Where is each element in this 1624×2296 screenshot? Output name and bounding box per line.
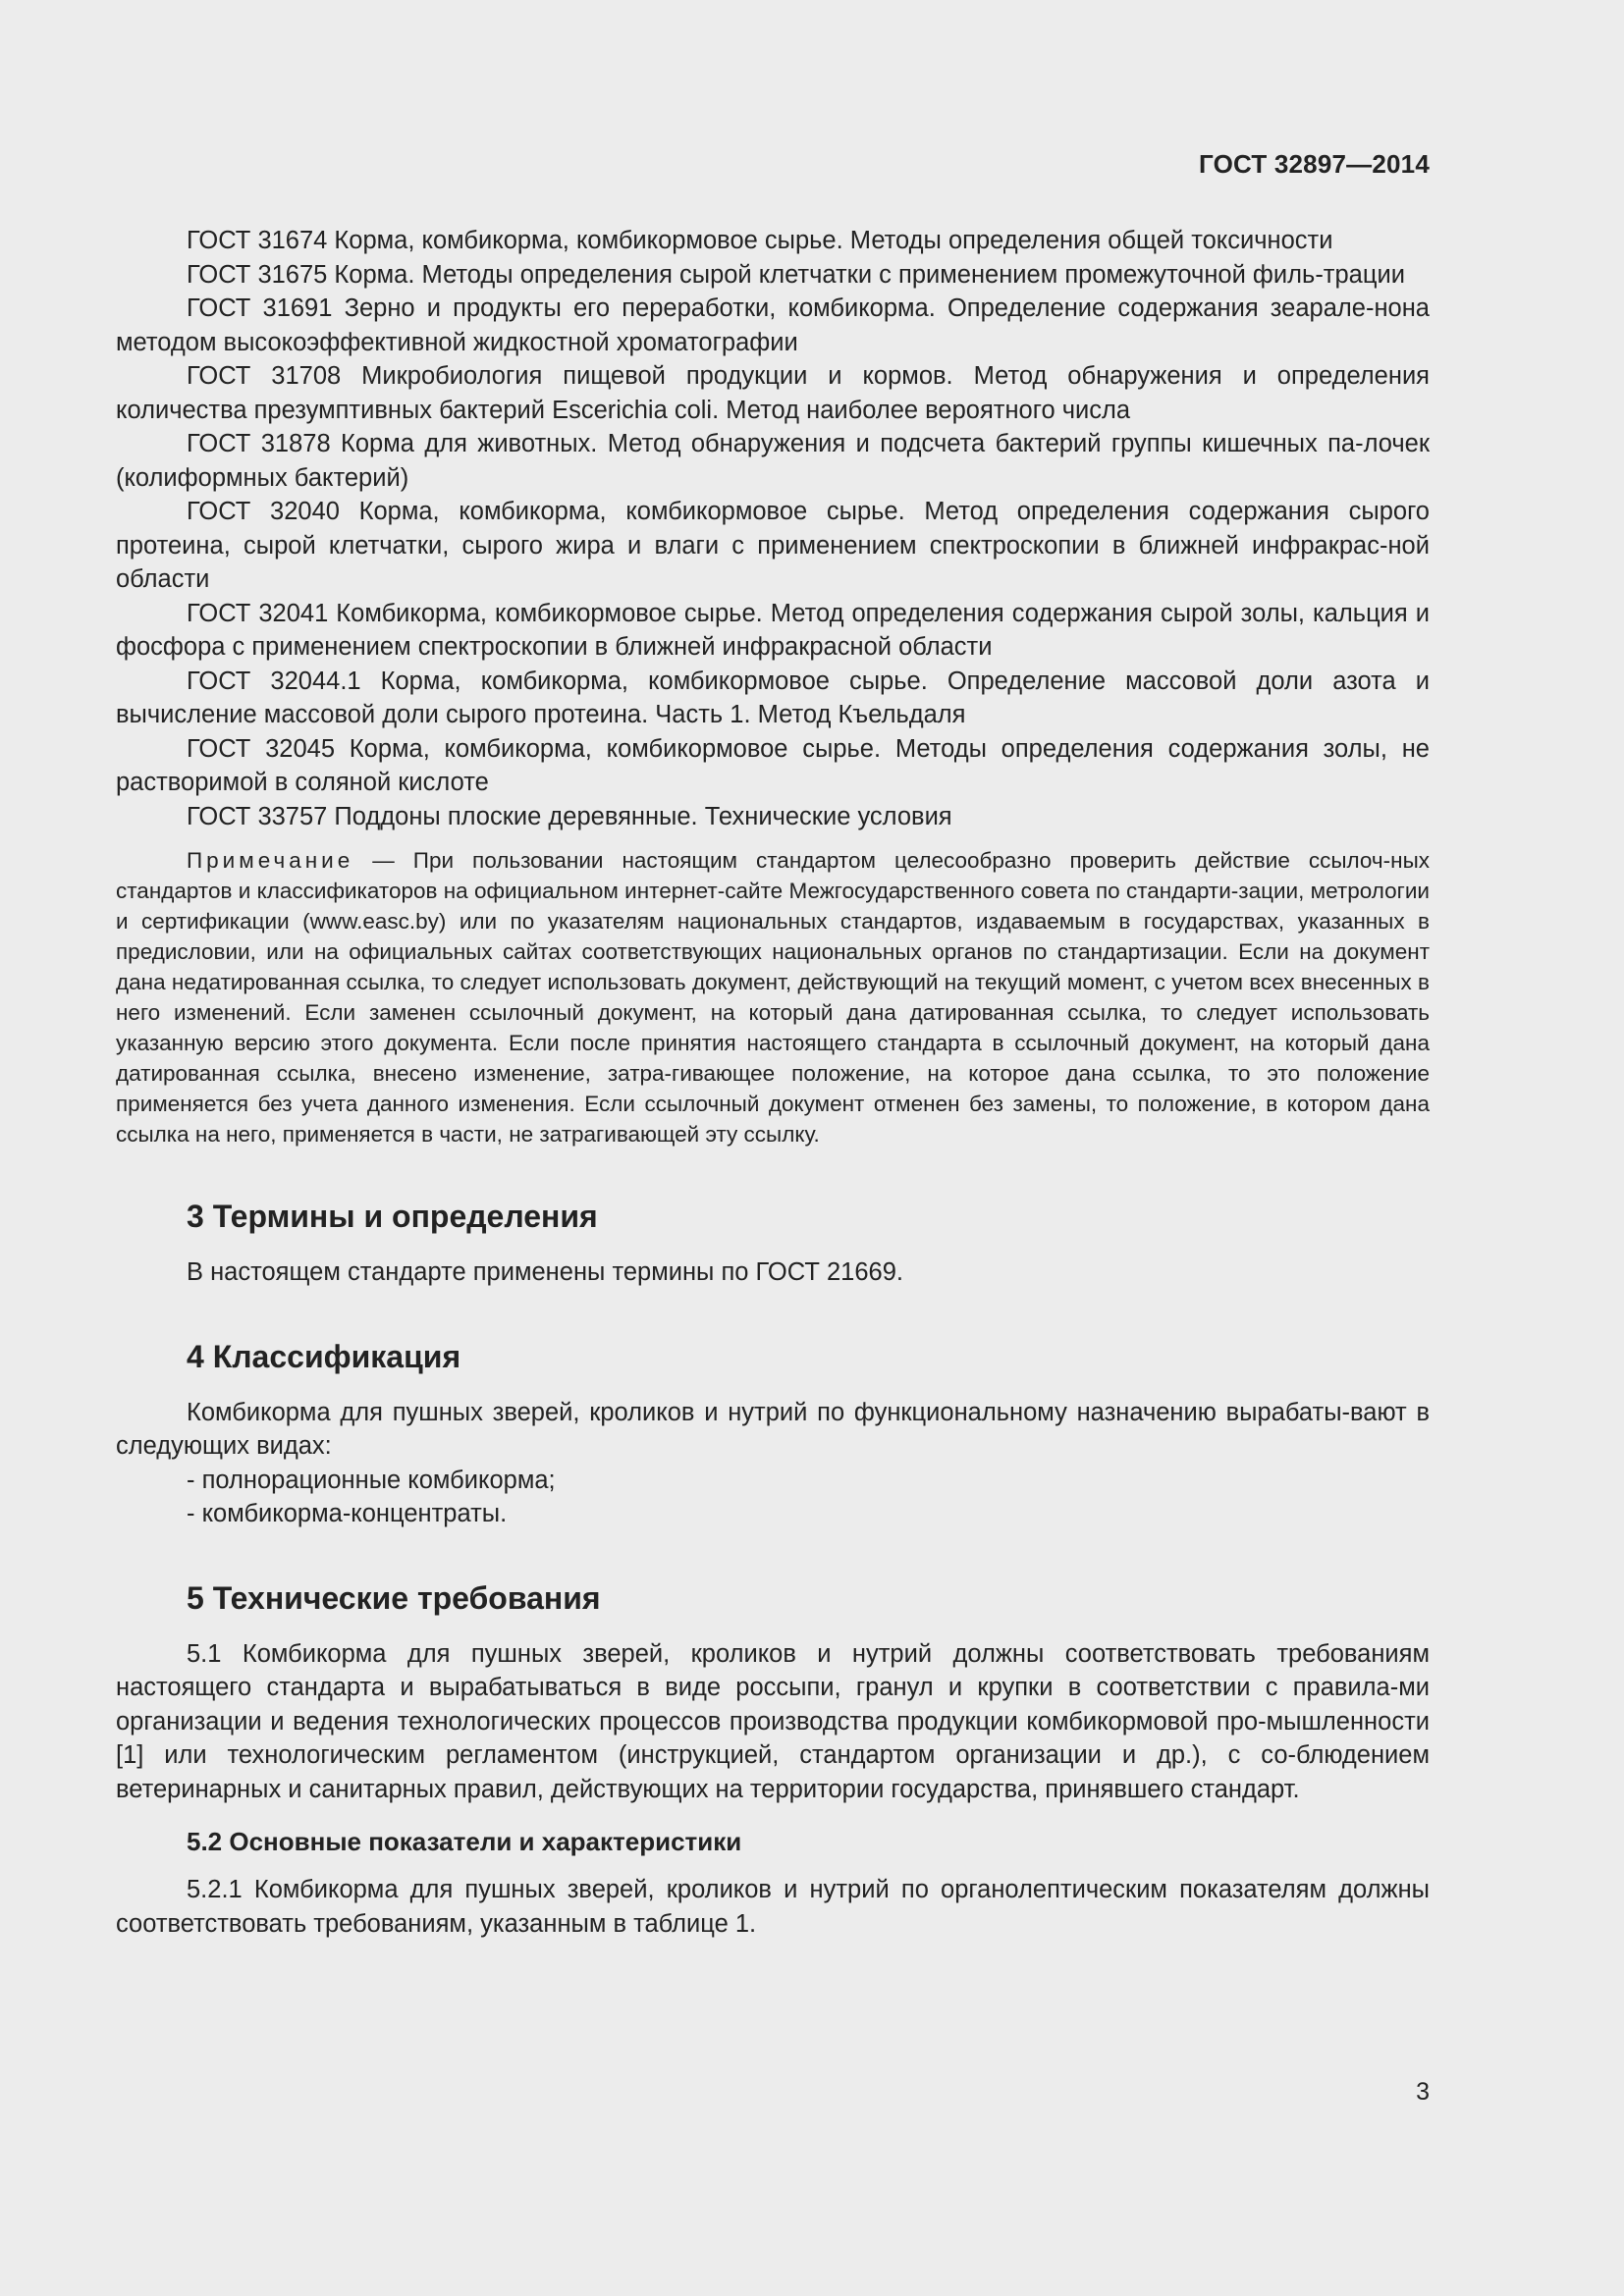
section-5-1-text: 5.1 Комбикорма для пушных зверей, кроликов и нутрий должны соответствовать требованиям настоящего стандарта и вырабатываться в виде россыпи, гранул и крупки в соответствии с правила-ми организации и ведения технологических процессов производства продукции комбикормовой про-мышленности [1] или технологическим регламентом (инструкцией, стандартом организации и др.), с со-блюдением ветеринарных и санитарных правил, действующих на территории государства, принявшего стандарт. — [116, 1639, 1430, 1803]
section-3-heading: 3 Термины и определения — [187, 1199, 598, 1234]
page-number: 3 — [1416, 2078, 1430, 2106]
document-page — [116, 0, 1430, 2296]
reference-item: ГОСТ 32040 Корма, комбикорма, комбикормовое сырье. Метод определения содержания сырого протеина, сырой клетчатки, сырого жира и влаги с применением спектроскопии в ближней инфракрас-ной области — [116, 498, 1430, 593]
reference-item: ГОСТ 33757 Поддоны плоские деревянные. Технические условия — [187, 802, 952, 830]
section-4-text: Комбикорма для пушных зверей, кроликов и нутрий по функциональному назначению вырабаты-вают в следующих видах: — [116, 1398, 1430, 1460]
note-label: Примечание — [187, 848, 354, 873]
reference-item: ГОСТ 32045 Корма, комбикорма, комбикормовое сырье. Методы определения содержания золы, не растворимой в соляной кислоте — [116, 734, 1430, 796]
list-item: - комбикорма-концентраты. — [187, 1500, 508, 1527]
document-code-header: ГОСТ 32897—2014 — [1199, 149, 1430, 179]
classification-list — [116, 1464, 1430, 1531]
list-item: - полнорационные комбикорма; — [187, 1466, 556, 1494]
note-paragraph — [116, 845, 1430, 1149]
section-3-text: В настоящем стандарте применены термины по ГОСТ 21669. — [187, 1258, 903, 1286]
reference-item: ГОСТ 31674 Корма, комбикорма, комбикормовое сырье. Методы определения общей токсичности — [187, 227, 1333, 254]
section-5-2-heading: 5.2 Основные показатели и характеристики — [187, 1827, 742, 1856]
reference-item: ГОСТ 32041 Комбикорма, комбикормовое сырье. Метод определения содержания сырой золы, кальция и фосфора с применением спектроскопии в ближней инфракрасной области — [116, 599, 1430, 661]
reference-item: ГОСТ 31708 Микробиология пищевой продукции и кормов. Метод обнаружения и определения количества презумптивных бактерий Escerichia coli. Метод наиболее вероятного числа — [116, 362, 1430, 424]
reference-item: ГОСТ 32044.1 Корма, комбикорма, комбикормовое сырье. Определение массовой доли азота и вычисление массовой доли сырого протеина. Часть 1. Метод Къельдаля — [116, 667, 1430, 728]
reference-item: ГОСТ 31691 Зерно и продукты его переработки, комбикорма. Определение содержания зеарале-нона методом высокоэффективной жидкостной хроматографии — [116, 294, 1430, 356]
section-5-2-1-text: 5.2.1 Комбикорма для пушных зверей, кроликов и нутрий по органолептическим показателям должны соответствовать требованиям, указанным в таблице 1. — [116, 1876, 1430, 1938]
reference-item: ГОСТ 31878 Корма для животных. Метод обнаружения и подсчета бактерий группы кишечных па-лочек (колиформных бактерий) — [116, 430, 1430, 492]
section-5-heading: 5 Технические требования — [187, 1579, 601, 1616]
section-4-heading: 4 Классификация — [187, 1338, 461, 1374]
note-text: — При пользовании настоящим стандартом целесообразно проверить действие ссылоч-ных стандартов и классификаторов на официальном интернет-сайте Межгосударственного совета по стандарти-зации, метрологии и сертификации (www.easc.by) или по указателям национальных стандартов, издаваемым в государствах, указанных в предисловии, или на официальных сайтах соответствующих национальных органов по стандартизации. Если на документ дана недатированная ссылка, то следует использовать документ, действующий на текущий момент, с учетом всех внесенных в него изменений. Если заменен ссылочный документ, на который дана датированная ссылка, то следует использовать указанную версию этого документа. Если после принятия настоящего стандарта в ссылочный документ, на который дана датированная ссылка, внесено изменение, затра-гивающее положение, на которое дана ссылка, то это положение применяется без учета данного изменения. Если ссылочный документ отменен без замены, то положение, в котором дана ссылка на него, применяется в части, не затрагивающей эту ссылку. — [116, 848, 1430, 1147]
document-body — [116, 224, 1430, 1941]
reference-item: ГОСТ 31675 Корма. Методы определения сырой клетчатки с применением промежуточной филь-трации — [187, 260, 1405, 289]
